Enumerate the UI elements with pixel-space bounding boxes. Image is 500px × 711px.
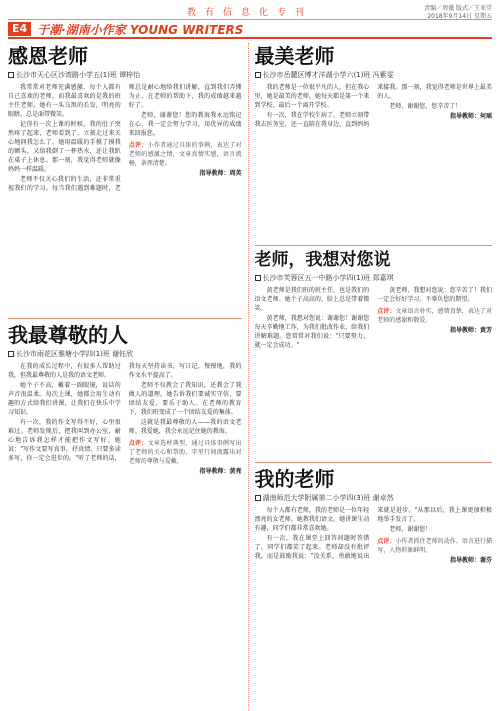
article-headline: 老师，我想对您说: [254, 250, 391, 270]
article-byline: [8, 349, 242, 359]
article-body: [8, 362, 242, 476]
comment-text: 文章选材典型，通过具体事例写出了老师的关心和帮助，字里行间流露出对老师的尊敬与爱戴。: [128, 440, 242, 465]
author-school: 长沙市岳麓区博才洋湖小学六(1)班 冯紫雯: [262, 71, 394, 79]
article-byline: [255, 70, 492, 80]
byline-box-icon: [255, 72, 261, 78]
author-school: 长沙市天心区沙湾路小学五(1)班 谭梓怡: [16, 71, 141, 79]
article-headline: 感恩老师: [8, 44, 88, 68]
page-number: E4: [8, 22, 31, 36]
article-paragraph: 老师，谢谢您，您辛苦了！: [389, 103, 462, 110]
article-paragraph: 有一次，我在学校生病了，老师立刻带我去医务室，还一直陪在我身边，直到妈妈来接我。那一刻，我觉得老师是世界上最美的人。: [254, 84, 492, 128]
article-paragraph: 我的老师是一位很平凡的人，但在我心里，她是最美的老师。她每天都是第一个来到学校，最后一个离开学校。: [254, 84, 370, 109]
comment-tag: 点评：: [377, 307, 396, 315]
left-column: [8, 43, 249, 711]
masthead: [8, 3, 492, 39]
article-byline: [255, 273, 492, 283]
article-paragraph: 有一次，我在课堂上回答问题时答错了，同学们都笑了起来。老师却没有批评我，而是鼓励我说："没关系，勇敢地说出来就是进步。"从那以后，我上课更加积极地举手发言了。: [254, 507, 492, 560]
article-paragraph: 黄老师，我想对您说：您辛苦了！我们一定会好好学习，不辜负您的期望。: [377, 286, 492, 303]
article-paragraph: 老师，谢谢您！: [389, 526, 432, 533]
article-words-to-teacher: [255, 249, 492, 459]
instructor-credit: 指导教师：黄芳: [449, 326, 492, 334]
page-content: [8, 43, 492, 711]
article-paragraph: 记得有一次上课的时候，我的肚子突然疼了起来，老师看到了，立刻走过来关心地问我怎么了。她用温暖的手摸了摸我的额头，又给我倒了一杯热水，还让我趴在桌子上休息。那一刻，我觉得老师就像妈妈一样温暖。: [8, 121, 121, 173]
article-paragraph: 每个人都有老师，我的老师是一位年轻漂亮的女老师。她教我们语文，她讲课生动有趣，同学们都非常喜欢她。: [254, 507, 370, 532]
issue-date: 2018年9月14日 星期五: [427, 13, 492, 20]
divider: [255, 462, 492, 463]
article-body: [255, 83, 492, 129]
teacher-comment: [377, 307, 492, 325]
teacher-comment: [129, 141, 242, 168]
comment-tag: 点评：: [377, 538, 396, 545]
teacher-comment: [377, 537, 492, 555]
editor-credits: 责编／周薇 版式／王亚堂: [424, 5, 492, 12]
author-school: 长沙市芙蓉区五一中路小学四(1)班 郑嘉琪: [262, 273, 394, 282]
article-headline: 我最尊敬的人: [8, 323, 128, 347]
author-school: 湖南师范大学附属第二小学四(3)班 谢卓然: [262, 494, 394, 502]
article-headline: 我的老师: [254, 467, 335, 491]
masthead-motto-bar: [8, 3, 492, 20]
article-body: [255, 506, 492, 565]
article-paragraph: 在我的成长过程中，有很多人帮助过我，但我最尊敬的人是我的语文老师。: [8, 363, 121, 379]
article-headline: 最美老师: [254, 44, 335, 68]
section-title: 于潮·湖南小作家 YOUNG WRITERS: [37, 22, 244, 37]
article-paragraph: 有一次，我的作文写得不好，心里很难过。老师发现后，把我叫到办公室，耐心地告诉我怎样才能把作文写好。她说："写作文要写真事，抒真情，只要多读多写，你一定会进步的。"听了老师的话，我每天坚持读书，写日记，慢慢地，我的作文水平提高了。: [8, 363, 242, 462]
article-paragraph: 老师不仅关心我们的生活，还非常重视我们的学习。每当我们遇到难题时，老师总是耐心地给我们讲解，直到我们弄懂为止。在老师的帮助下，我的成绩越来越好了。: [8, 84, 242, 192]
comment-text: 小作者抓住老师的动作、语言进行描写，人物形象鲜明。: [377, 538, 492, 554]
divider: [255, 245, 492, 246]
divider: [8, 318, 242, 319]
article-most-beautiful: [255, 43, 492, 242]
instructor-credit: 指导教师：周英: [199, 170, 242, 177]
article-gratitude: [8, 43, 242, 315]
article-paragraph: 她个子不高，戴着一副眼镜，说话的声音很温柔。每次上课，她都会用生动有趣的方式给我们讲课，让我们在快乐中学习知识。: [8, 382, 121, 416]
article-byline: [255, 493, 492, 503]
article-paragraph: 我常常对老师充满感激，每个人都有自己喜欢的老师，而我最喜欢的是我的班主任老师。她有一头乌黑的长发，明亮的眼睛，总是面带微笑。: [8, 84, 121, 118]
article-paragraph: 黄老师，我想对您说：谢谢您！谢谢您每天辛勤地工作，为我们批改作业，给我们讲解难题。您常常对我们说："只要努力，就一定会成功。": [254, 314, 370, 349]
article-byline: [8, 70, 242, 80]
byline-box-icon: [8, 351, 14, 357]
comment-text: 文章语言朴实，感情真挚，表达了对老师的感谢和敬爱。: [377, 307, 492, 324]
byline-box-icon: [255, 495, 261, 501]
right-column: [249, 43, 492, 711]
article-paragraph: 老师，谢谢您！您的教诲我永远铭记在心，我一定会努力学习，用优异的成绩来回报您。: [128, 112, 242, 137]
comment-tag: 点评：: [128, 142, 148, 149]
byline-box-icon: [8, 72, 14, 78]
article-paragraph: 黄老师是我们班的班主任，也是我们的语文老师。她个子高高的，脸上总是带着微笑。: [254, 286, 370, 312]
teacher-comment: [129, 439, 242, 466]
article-my-teacher: [255, 466, 492, 711]
instructor-credit: 指导教师：黄亮: [199, 468, 242, 475]
masthead-section-row: [8, 20, 492, 38]
instructor-credit: 指导教师：何瑶: [449, 113, 492, 120]
comment-tag: 点评：: [128, 440, 148, 447]
editor-info: [424, 5, 492, 21]
comment-text: 小作者通过具体的事例，表达了对老师的感激之情，文章真情实感，语言流畅，条理清楚。: [128, 142, 242, 167]
byline-box-icon: [255, 275, 261, 281]
article-body: [255, 286, 492, 350]
article-body: [8, 83, 242, 193]
author-school: 长沙市雨花区雅塘小学四(1)班 谢钰欣: [16, 350, 134, 358]
article-most-respected: [8, 322, 242, 708]
instructor-credit: 指导教师：谢芬: [449, 557, 492, 564]
masthead-motto: 教有信息化专刊: [186, 7, 313, 18]
article-paragraph: 老师不仅教会了我知识，还教会了我做人的道理。她告诉我们要诚实守信，要团结友爱，要乐于助人。在老师的教育下，我们班变成了一个团结友爱的集体。: [128, 382, 242, 416]
article-paragraph: 这就是我最尊敬的人——我的语文老师。我爱她，我会永远记住她的教诲。: [128, 419, 242, 435]
